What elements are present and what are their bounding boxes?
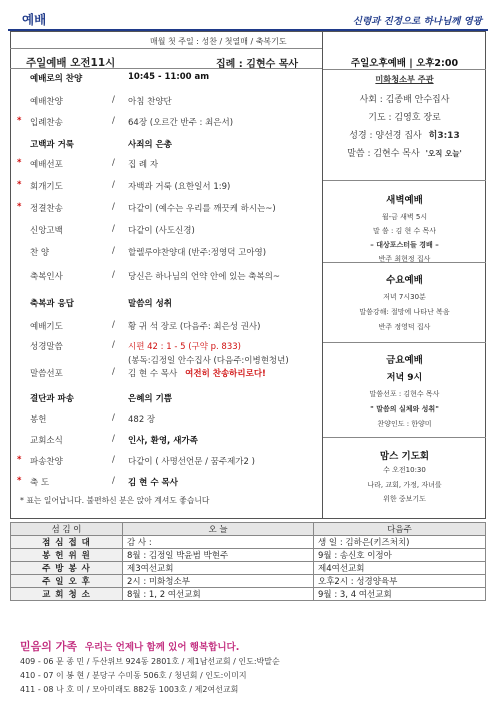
sermon-preacher: 말씀 : 김현수 목사 <box>347 149 420 159</box>
duty-header-today: 오 늘 <box>123 523 314 536</box>
order-item-label: 예배기도 <box>30 322 63 332</box>
order-item-label: 파송찬양 <box>30 457 63 467</box>
order-item <box>0 455 322 469</box>
monthly-notice: 매월 첫 주일 : 성찬 / 첫열매 / 축복기도 <box>150 37 287 46</box>
prayer-topic-2: 위한 중보기도 <box>383 495 426 503</box>
order-item-text: 64장 (오르간 반주 : 최은서) <box>128 118 234 128</box>
section-heading: 축복과 응답 <box>30 299 75 309</box>
order-item-content <box>128 116 233 128</box>
standing-mark: * <box>17 116 22 126</box>
order-item <box>0 246 322 260</box>
order-item-label: 찬 양 <box>30 248 50 258</box>
family-section-title <box>20 638 239 654</box>
order-item-content <box>128 158 158 170</box>
section-heading: 고백과 거룩 <box>30 140 75 150</box>
afternoon-title: 주일오후예배 | 오후2:00 <box>350 58 459 69</box>
list-item: 411 - 08 나 호 미 / 모아미래도 882동 1003호 / 제2여선교회 <box>20 685 239 694</box>
order-item-text: 은혜의 기쁨 <box>128 394 173 404</box>
order-item-text: 황 귀 석 장로 (다음주: 최은성 권사) <box>128 322 261 332</box>
order-item-label: 회개기도 <box>30 182 63 192</box>
order-item-label: 예배찬양 <box>30 97 63 107</box>
friday-worship-leader: 찬양인도 : 한양미 <box>377 420 432 428</box>
duty-today: 제3여선교회 <box>123 562 314 575</box>
duty-next: 9월 : 송신호 이정아 <box>314 549 486 562</box>
order-item-text: 다같이 ( 사명선언문 / 꿈주제가2 ) <box>128 457 255 467</box>
order-item-content <box>128 320 260 332</box>
order-item <box>0 72 322 86</box>
dawn-theme: – 대상포스터들 경배 – <box>370 241 439 249</box>
order-item-text: 김 현 수 목사 <box>128 369 178 379</box>
prayer-title: 맘스 기도회 <box>379 451 430 462</box>
order-item <box>0 340 322 366</box>
prayer-time: 수 오전10:30 <box>383 466 426 474</box>
order-item <box>0 116 322 130</box>
separator: / <box>112 413 115 423</box>
order-item <box>0 224 322 238</box>
morning-service-leader: 집례 : 김현수 목사 <box>216 59 299 70</box>
order-item <box>0 434 322 448</box>
order-item-text: 482 장 <box>128 415 156 425</box>
order-item-content <box>128 202 276 214</box>
order-item-label: 정결찬송 <box>30 204 63 214</box>
divider <box>10 48 322 49</box>
order-item-content <box>128 455 255 467</box>
scripture-reader: 성경 : 양선경 집사 <box>349 131 422 141</box>
scripture-reader-line: (봉독:김정일 안수집사 (다음주:이병현청년) <box>128 356 289 366</box>
order-item-text: 시편 42 : 1 - 5 (구약 p. 833) <box>128 342 241 352</box>
order-item-label: 교회소식 <box>30 436 63 446</box>
duty-today: 감 사 : <box>123 536 314 549</box>
order-item-content <box>128 413 155 425</box>
order-item <box>0 476 322 490</box>
friday-title: 금요예배 <box>386 355 423 366</box>
separator: / <box>112 476 115 486</box>
morning-service-title: 주일예배 오전11시 <box>26 57 116 69</box>
separator: / <box>112 270 115 280</box>
order-item-label: 봉헌 <box>30 415 47 425</box>
duty-role: 점 심 접 대 <box>11 536 123 549</box>
afternoon-sermon <box>323 146 486 159</box>
order-item-text: 10:45 - 11:00 am <box>128 72 210 82</box>
order-item-label: 축복인사 <box>30 272 63 282</box>
friday-sermon: " 말씀의 실체와 성취" <box>370 405 439 413</box>
section-subtitle <box>128 72 209 82</box>
order-item <box>0 392 322 406</box>
order-item-label: 신앙고백 <box>30 226 63 236</box>
motto: 신령과 진정으로 하나님께 영광 <box>352 16 482 27</box>
duty-header-role: 섬 김 이 <box>11 523 123 536</box>
duty-next: 9월 : 3, 4 여선교회 <box>314 588 486 601</box>
order-item-text: 집 례 자 <box>128 160 159 170</box>
order-item-content <box>128 95 172 107</box>
order-item <box>0 270 322 284</box>
separator: / <box>112 180 115 190</box>
standing-footnote: * 표는 일어납니다. 불편하신 분은 앉아 계셔도 좋습니다 <box>20 496 210 505</box>
separator: / <box>112 320 115 330</box>
section-subtitle <box>128 297 172 309</box>
order-item-content <box>128 224 195 236</box>
duty-next: 오후2시 : 성경양육부 <box>314 575 486 588</box>
order-item-text: 다같이 (예수는 우리를 깨끗케 하시는~) <box>128 204 276 214</box>
sermon-title: 여전히 찬송하리로다! <box>185 369 266 379</box>
order-item-text: 할렐루야찬양대 (반주:정영덕 고아영) <box>128 248 267 258</box>
order-item <box>0 158 322 172</box>
table-row <box>11 588 486 601</box>
order-item <box>0 180 322 194</box>
order-item <box>0 202 322 216</box>
separator: / <box>112 367 115 377</box>
duty-today: 8월 : 1, 2 여선교회 <box>123 588 314 601</box>
order-item <box>0 138 322 152</box>
order-item-content <box>128 340 289 366</box>
duty-next: 생 일 : 김하은(키즈처치) <box>314 536 486 549</box>
standing-mark: * <box>17 158 22 168</box>
standing-mark: * <box>17 455 22 465</box>
duty-role: 주 일 오 후 <box>11 575 123 588</box>
order-item <box>0 297 322 311</box>
section-heading: 결단과 파송 <box>30 394 75 404</box>
standing-mark: * <box>17 476 22 486</box>
order-item-text: 사죄의 은총 <box>128 140 173 150</box>
order-item <box>0 367 322 381</box>
sermon-title: '오직 오늘' <box>425 149 462 158</box>
duty-next: 제4여선교회 <box>314 562 486 575</box>
dawn-time: 월-금 새벽 5시 <box>381 213 428 221</box>
order-item-content <box>128 246 266 258</box>
duty-header-next: 다음주 <box>314 523 486 536</box>
standing-mark: * <box>17 180 22 190</box>
duty-today: 2시 : 미화청소부 <box>123 575 314 588</box>
family-title: 믿음의 가족 <box>20 640 77 653</box>
friday-time: 저녁 9시 <box>386 373 423 383</box>
afternoon-host: 미화청소부 주관 <box>375 74 434 84</box>
section-subtitle <box>128 392 172 404</box>
order-item <box>0 413 322 427</box>
dawn-service <box>323 192 486 264</box>
table-row <box>11 536 486 549</box>
list-item: 409 - 06 문 종 민 / 두산위브 924동 2801호 / 제1남선교회 / 인도:박말순 <box>20 657 280 666</box>
duty-role: 봉 헌 위 원 <box>11 549 123 562</box>
wednesday-accompanist: 반주 정영덕 집사 <box>378 323 431 331</box>
order-item-text: 김 현 수 목사 <box>128 478 178 488</box>
separator: / <box>112 116 115 126</box>
wednesday-service <box>323 272 486 332</box>
duty-role: 교 회 청 소 <box>11 588 123 601</box>
afternoon-details <box>323 74 486 159</box>
wednesday-time: 저녁 7시30분 <box>383 293 426 301</box>
duty-today: 8월 : 김정일 박윤범 박현주 <box>123 549 314 562</box>
separator: / <box>112 246 115 256</box>
divider <box>323 342 486 343</box>
prayer-topic-1: 나라, 교회, 가정, 자녀를 <box>367 481 442 489</box>
order-item-label: 예배선포 <box>30 160 63 170</box>
order-item-content <box>128 270 280 282</box>
separator: / <box>112 455 115 465</box>
wednesday-sermon: 말씀강해: 절망에 나타난 복음 <box>359 308 450 316</box>
prayer-meeting <box>323 448 486 504</box>
friday-service <box>323 352 486 429</box>
table-row <box>11 575 486 588</box>
afternoon-presider: 사회 : 김종배 안수집사 <box>359 95 450 105</box>
divider <box>323 180 486 181</box>
order-item-text: 아침 찬양단 <box>128 97 172 107</box>
dawn-preacher: 말 씀 : 김 현 수 목사 <box>372 227 437 235</box>
separator: / <box>112 224 115 234</box>
order-item-text: 자백과 거룩 (요한일서 1:9) <box>128 182 231 192</box>
afternoon-service <box>323 55 486 69</box>
divider <box>10 68 322 69</box>
separator: / <box>112 340 115 350</box>
family-subtitle: 우리는 언제나 함께 있어 행복합니다. <box>84 642 240 653</box>
table-row <box>11 562 486 575</box>
order-item-content <box>128 367 266 379</box>
duty-header-row <box>11 523 486 536</box>
divider <box>323 437 486 438</box>
section-subtitle <box>128 138 172 150</box>
scripture-ref: 히3:13 <box>428 131 460 141</box>
order-item-text: 당신은 하나님의 언약 안에 있는 축복의~ <box>128 272 281 282</box>
order-item-content <box>128 476 178 488</box>
dawn-title: 새벽예배 <box>386 195 423 206</box>
order-item-text: 다같이 (사도신경) <box>128 226 195 236</box>
afternoon-scripture <box>323 128 486 141</box>
friday-preacher: 말씀선포 : 김현수 목사 <box>369 390 440 398</box>
order-item-label: 입례찬송 <box>30 118 63 128</box>
afternoon-prayer: 기도 : 김영호 장로 <box>368 113 441 123</box>
order-item-text: 인사, 환영, 새가족 <box>128 436 198 446</box>
order-item <box>0 95 322 109</box>
separator: / <box>112 95 115 105</box>
standing-mark: * <box>17 202 22 212</box>
table-row <box>11 549 486 562</box>
order-item-text: 말씀의 성취 <box>128 299 173 309</box>
order-item-label: 축 도 <box>30 478 50 488</box>
order-item-content <box>128 180 230 192</box>
order-item-content <box>128 434 198 446</box>
separator: / <box>112 202 115 212</box>
wednesday-title: 수요예배 <box>386 275 423 286</box>
divider <box>323 69 486 70</box>
divider <box>323 262 486 263</box>
separator: / <box>112 434 115 444</box>
order-item-label: 말씀선포 <box>30 369 63 379</box>
order-item-label: 성경말씀 <box>30 342 63 352</box>
order-item <box>0 320 322 334</box>
page-title: 예배 <box>22 12 47 27</box>
dawn-accompanist: 반주 최현정 집사 <box>378 255 431 263</box>
duty-role: 주 방 봉 사 <box>11 562 123 575</box>
section-heading: 예배로의 찬양 <box>30 74 83 84</box>
duty-table <box>10 522 486 601</box>
separator: / <box>112 158 115 168</box>
list-item: 410 - 07 이 봉 현 / 분당구 수미동 506호 / 청년회 / 인도:이미지 <box>20 671 247 680</box>
